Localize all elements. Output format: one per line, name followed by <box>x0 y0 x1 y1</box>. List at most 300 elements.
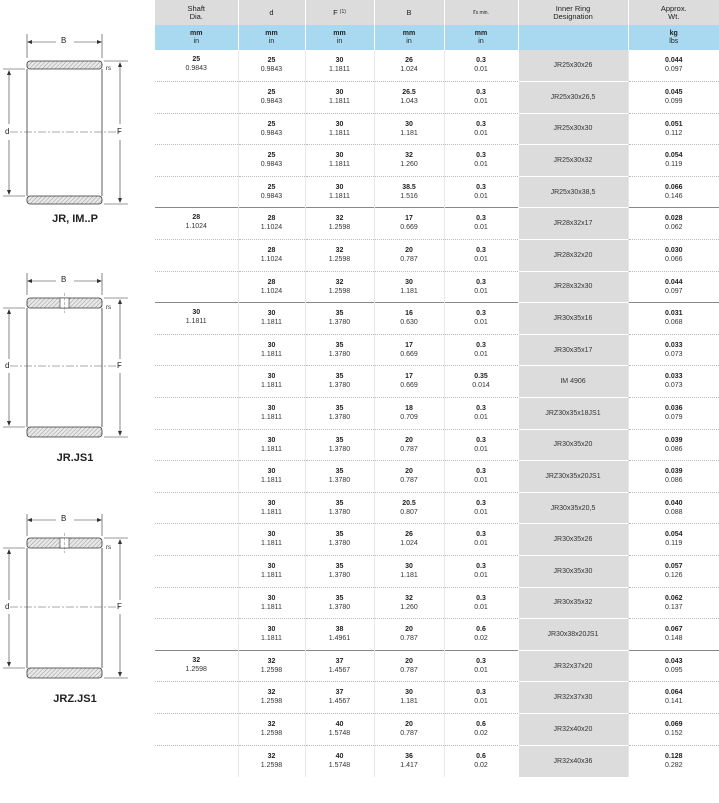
value-secondary: 0.01 <box>474 129 488 137</box>
value-primary: 32 <box>267 752 276 760</box>
value-secondary: 0.01 <box>474 477 488 485</box>
shaft-cell <box>155 113 238 145</box>
designation-cell: JRZ30x35x18JS1 <box>518 398 628 430</box>
table-row <box>155 745 719 777</box>
shaft-cell <box>155 492 238 524</box>
d-cell <box>238 303 305 335</box>
value-secondary: 1.1024 <box>260 256 283 264</box>
d-cell <box>238 745 305 777</box>
value-primary: 20 <box>405 657 413 665</box>
header-designation <box>518 0 628 25</box>
value-primary: 0.028 <box>664 215 683 223</box>
value-primary: 30 <box>267 436 276 444</box>
dim-d-label: d <box>5 602 10 611</box>
drawing-jr-js1 <box>0 271 155 471</box>
d-cell <box>238 176 305 208</box>
value-secondary: 1.260 <box>400 161 418 169</box>
table-row <box>155 398 719 430</box>
table-row <box>155 524 719 556</box>
dim-f-label: F <box>117 602 122 611</box>
rs-cell <box>444 587 518 619</box>
value-primary: 35 <box>335 310 344 318</box>
value-primary: 0.3 <box>476 310 486 318</box>
value-secondary: 0.669 <box>400 350 418 358</box>
value-secondary: 1.181 <box>400 572 418 579</box>
unit-secondary: in <box>193 37 199 45</box>
value-secondary: 1.2598 <box>328 287 351 295</box>
value-secondary: 0.01 <box>474 66 488 73</box>
f-cell <box>305 366 374 398</box>
header-designation-line1: Inner Ring <box>555 3 591 13</box>
f-cell <box>305 587 374 619</box>
header-b <box>374 0 444 25</box>
wt-cell <box>628 619 719 651</box>
value-primary: 30 <box>267 373 276 381</box>
value-primary: 0.3 <box>476 341 486 349</box>
value-secondary: 0.01 <box>474 256 488 264</box>
value-primary: 25 <box>192 56 201 63</box>
rs-cell <box>444 145 518 177</box>
wt-cell <box>628 682 719 714</box>
value-primary: 30 <box>192 309 201 317</box>
value-primary: 0.3 <box>476 689 486 697</box>
value-secondary: 1.2598 <box>260 666 283 674</box>
d-cell <box>238 82 305 114</box>
d-cell <box>238 145 305 177</box>
f-cell <box>305 113 374 145</box>
designation-cell: JR25x30x38,5 <box>518 176 628 208</box>
shaft-cell <box>155 461 238 493</box>
table-row <box>155 461 719 493</box>
value-primary: 0.044 <box>664 57 683 64</box>
value-secondary: 0.787 <box>400 477 418 485</box>
value-primary: 32 <box>335 278 344 286</box>
rs-cell <box>444 50 518 82</box>
b-cell <box>374 398 444 430</box>
value-primary: 17 <box>405 215 413 223</box>
rs-cell <box>444 398 518 430</box>
f-cell <box>305 745 374 777</box>
shaft-cell <box>155 303 238 335</box>
d-cell <box>238 650 305 682</box>
designation-cell: JR25x30x30 <box>518 113 628 145</box>
value-primary: 40 <box>335 752 344 760</box>
header-b-text: B <box>406 7 412 17</box>
d-cell <box>238 398 305 430</box>
value-secondary: 0.01 <box>474 445 488 453</box>
value-primary: 0.3 <box>476 531 486 539</box>
shaft-cell <box>155 271 238 303</box>
value-secondary: 0.01 <box>474 603 488 611</box>
header-shaft-line2: Dia. <box>189 11 203 21</box>
wt-cell <box>628 587 719 619</box>
value-secondary: 1.024 <box>400 540 418 548</box>
b-cell <box>374 524 444 556</box>
value-secondary: 1.3780 <box>328 477 351 485</box>
value-primary: 30 <box>335 120 344 128</box>
value-secondary: 1.024 <box>400 66 418 73</box>
shaft-cell <box>155 713 238 745</box>
b-cell <box>374 50 444 82</box>
unit-f <box>305 25 374 50</box>
value-primary: 25 <box>267 57 276 64</box>
ring-drawing-2 <box>0 271 155 471</box>
designation-cell: JR30x35x20 <box>518 429 628 461</box>
value-primary: 36 <box>405 752 413 760</box>
value-secondary: 0.126 <box>664 572 683 579</box>
value-secondary: 0.787 <box>400 666 418 674</box>
table-row <box>155 240 719 272</box>
value-primary: 0.057 <box>664 563 683 570</box>
value-secondary: 0.787 <box>400 256 418 264</box>
value-secondary: 0.119 <box>665 540 683 548</box>
value-primary: 30 <box>267 626 276 634</box>
value-primary: 0.054 <box>664 152 683 160</box>
value-secondary: 1.5748 <box>328 761 351 769</box>
table-row <box>155 650 719 682</box>
ring-drawing-3 <box>0 512 155 712</box>
value-secondary: 0.282 <box>664 761 683 769</box>
value-primary: 30 <box>267 499 276 507</box>
header-d <box>238 0 305 25</box>
value-primary: 30 <box>405 563 413 570</box>
value-secondary: 0.02 <box>474 635 488 643</box>
value-secondary: 0.112 <box>665 129 683 137</box>
value-primary: 0.3 <box>476 657 486 665</box>
f-cell <box>305 713 374 745</box>
value-secondary: 0.01 <box>474 350 488 358</box>
d-cell <box>238 113 305 145</box>
value-primary: 0.3 <box>476 278 486 286</box>
value-primary: 35 <box>335 594 344 602</box>
value-secondary: 1.181 <box>400 287 418 295</box>
designation-cell: JR30x35x20,5 <box>518 492 628 524</box>
value-primary: 35 <box>335 436 344 444</box>
shaft-cell <box>155 556 238 588</box>
designation-cell: JR30x35x30 <box>518 556 628 588</box>
rs-cell <box>444 713 518 745</box>
value-secondary: 0.079 <box>664 414 683 422</box>
wt-cell <box>628 461 719 493</box>
value-secondary: 0.119 <box>665 161 683 169</box>
d-cell <box>238 334 305 366</box>
d-cell <box>238 240 305 272</box>
unit-b <box>374 25 444 50</box>
value-secondary: 1.1024 <box>260 224 283 232</box>
b-cell <box>374 429 444 461</box>
dim-f-label: F <box>117 361 122 370</box>
value-primary: 35 <box>335 405 344 413</box>
value-primary: 18 <box>405 405 413 413</box>
d-cell <box>238 713 305 745</box>
value-secondary: 1.1811 <box>261 382 282 390</box>
value-primary: 25 <box>267 152 276 160</box>
b-cell <box>374 682 444 714</box>
rs-cell <box>444 682 518 714</box>
b-cell <box>374 334 444 366</box>
wt-cell <box>628 113 719 145</box>
value-secondary: 1.4567 <box>328 698 351 706</box>
value-primary: 0.128 <box>664 752 683 760</box>
shaft-cell <box>155 240 238 272</box>
value-secondary: 1.3780 <box>328 445 351 453</box>
value-primary: 32 <box>335 215 344 223</box>
b-cell <box>374 587 444 619</box>
shaft-cell <box>155 334 238 366</box>
f-cell <box>305 398 374 430</box>
value-primary: 30 <box>267 341 276 349</box>
shaft-cell <box>155 50 238 82</box>
table-row <box>155 82 719 114</box>
value-secondary: 0.141 <box>664 698 683 706</box>
rs-cell <box>444 113 518 145</box>
value-secondary: 1.1024 <box>260 287 283 295</box>
value-secondary: 0.099 <box>664 98 683 106</box>
designation-cell: JR25x30x26,5 <box>518 82 628 114</box>
dim-b-label: B <box>61 275 67 284</box>
header-f <box>305 0 374 25</box>
value-primary: 37 <box>335 657 344 665</box>
table-row <box>155 334 719 366</box>
value-secondary: 0.086 <box>664 445 683 453</box>
wt-cell <box>628 82 719 114</box>
value-secondary: 0.014 <box>472 382 490 390</box>
dim-r-label: rs <box>106 305 111 311</box>
value-primary: 32 <box>335 247 344 255</box>
value-primary: 30 <box>405 689 413 697</box>
value-primary: 0.3 <box>476 499 486 507</box>
d-cell <box>238 271 305 303</box>
value-primary: 26.5 <box>402 89 416 97</box>
value-secondary: 0.068 <box>664 319 683 327</box>
value-primary: 0.045 <box>664 89 683 97</box>
wt-cell <box>628 524 719 556</box>
value-secondary: 0.073 <box>664 382 683 390</box>
unit-primary: mm <box>190 29 203 37</box>
value-primary: 17 <box>405 373 413 381</box>
value-secondary: 0.01 <box>474 508 488 516</box>
value-primary: 17 <box>405 341 413 349</box>
value-secondary: 1.2598 <box>328 256 351 264</box>
b-cell <box>374 713 444 745</box>
value-primary: 0.064 <box>664 689 683 697</box>
value-secondary: 1.4961 <box>328 635 351 643</box>
value-secondary: 0.062 <box>664 224 683 232</box>
rs-cell <box>444 271 518 303</box>
wt-cell <box>628 366 719 398</box>
value-secondary: 1.1811 <box>261 572 282 579</box>
value-primary: 30 <box>335 89 344 97</box>
b-cell <box>374 745 444 777</box>
value-primary: 35 <box>335 341 344 349</box>
shaft-cell <box>155 745 238 777</box>
unit-rs <box>444 25 518 50</box>
value-primary: 30 <box>267 531 276 539</box>
value-secondary: 1.1811 <box>261 635 282 643</box>
value-secondary: 1.516 <box>400 192 418 200</box>
value-secondary: 1.1811 <box>329 192 350 200</box>
designation-cell: JRZ30x35x20JS1 <box>518 461 628 493</box>
value-primary: 30 <box>335 57 344 64</box>
value-primary: 20 <box>405 436 413 444</box>
value-secondary: 0.152 <box>664 729 683 737</box>
wt-cell <box>628 271 719 303</box>
value-primary: 26 <box>405 57 413 64</box>
header-designation-line2: Designation <box>553 11 593 21</box>
unit-primary: kg <box>669 29 678 37</box>
value-secondary: 0.02 <box>474 729 488 737</box>
value-secondary: 1.417 <box>400 761 418 769</box>
value-primary: 0.3 <box>476 215 486 223</box>
b-cell <box>374 303 444 335</box>
value-secondary: 0.9843 <box>260 192 283 200</box>
value-secondary: 0.807 <box>400 508 418 516</box>
value-secondary: 1.3780 <box>328 603 351 611</box>
b-cell <box>374 366 444 398</box>
value-secondary: 1.2598 <box>260 698 283 706</box>
d-cell <box>238 429 305 461</box>
value-secondary: 1.1811 <box>329 161 350 169</box>
designation-cell: JR32x40x20 <box>518 713 628 745</box>
value-secondary: 0.137 <box>664 603 683 611</box>
value-primary: 20 <box>405 247 413 255</box>
value-secondary: 1.5748 <box>328 729 351 737</box>
wt-cell <box>628 713 719 745</box>
rs-cell <box>444 524 518 556</box>
value-secondary: 1.3780 <box>328 508 351 516</box>
value-secondary: 0.01 <box>474 98 488 106</box>
value-primary: 37 <box>335 689 344 697</box>
shaft-cell <box>155 176 238 208</box>
value-primary: 0.043 <box>664 657 683 665</box>
shaft-cell <box>155 650 238 682</box>
designation-cell: JR30x35x16 <box>518 303 628 335</box>
wt-cell <box>628 334 719 366</box>
spec-table <box>155 0 719 777</box>
value-primary: 30 <box>267 468 276 476</box>
value-secondary: 0.097 <box>664 66 683 73</box>
value-primary: 0.3 <box>476 594 486 602</box>
value-primary: 0.036 <box>664 405 683 413</box>
designation-cell: JR30x35x17 <box>518 334 628 366</box>
value-primary: 0.3 <box>476 183 486 191</box>
value-primary: 0.3 <box>476 120 486 128</box>
value-secondary: 0.02 <box>474 761 488 769</box>
d-cell <box>238 556 305 588</box>
wt-cell <box>628 303 719 335</box>
value-secondary: 1.4567 <box>328 666 351 674</box>
value-secondary: 1.1024 <box>185 223 207 231</box>
value-secondary: 1.3780 <box>328 382 351 390</box>
value-secondary: 1.3780 <box>328 319 351 327</box>
value-primary: 0.039 <box>664 468 683 476</box>
value-secondary: 1.1811 <box>261 508 282 516</box>
value-secondary: 1.181 <box>400 698 418 706</box>
value-primary: 40 <box>335 720 344 728</box>
value-primary: 0.031 <box>664 310 683 318</box>
f-cell <box>305 208 374 240</box>
value-primary: 30 <box>267 563 276 570</box>
value-secondary: 1.260 <box>400 603 418 611</box>
value-primary: 0.3 <box>476 468 486 476</box>
value-secondary: 0.01 <box>474 192 488 200</box>
value-primary: 0.033 <box>664 373 683 381</box>
f-cell <box>305 50 374 82</box>
value-secondary: 1.1811 <box>329 98 350 106</box>
f-cell <box>305 524 374 556</box>
value-secondary: 0.01 <box>474 414 488 422</box>
value-secondary: 0.146 <box>664 192 683 200</box>
rs-cell <box>444 556 518 588</box>
value-primary: 0.3 <box>476 563 486 570</box>
f-cell <box>305 682 374 714</box>
value-primary: 32 <box>267 720 276 728</box>
dim-d-label: d <box>5 127 10 136</box>
dim-r-label: rs <box>106 66 111 72</box>
value-secondary: 0.709 <box>400 414 418 422</box>
table-row <box>155 713 719 745</box>
f-cell <box>305 429 374 461</box>
header-rs-sub: s min. <box>475 10 489 16</box>
f-cell <box>305 650 374 682</box>
b-cell <box>374 208 444 240</box>
unit-weight <box>628 25 719 50</box>
unit-secondary: lbs <box>669 37 679 45</box>
d-cell <box>238 492 305 524</box>
b-cell <box>374 461 444 493</box>
value-primary: 30 <box>267 594 276 602</box>
rs-cell <box>444 619 518 651</box>
designation-cell: JR25x30x26 <box>518 50 628 82</box>
rs-cell <box>444 429 518 461</box>
value-secondary: 1.1811 <box>185 318 207 326</box>
shaft-cell <box>155 524 238 556</box>
value-secondary: 1.2598 <box>260 761 283 769</box>
unit-primary: mm <box>474 29 488 37</box>
value-secondary: 1.1811 <box>261 414 282 422</box>
value-primary: 0.3 <box>476 247 486 255</box>
value-secondary: 1.1811 <box>261 477 282 485</box>
value-primary: 28 <box>267 215 276 223</box>
drawing-jr-im <box>0 30 155 230</box>
value-primary: 0.039 <box>664 436 683 444</box>
d-cell <box>238 587 305 619</box>
rs-cell <box>444 240 518 272</box>
d-cell <box>238 461 305 493</box>
value-primary: 30 <box>335 183 344 191</box>
value-primary: 28 <box>192 214 201 222</box>
designation-cell: JR28x32x30 <box>518 271 628 303</box>
d-cell <box>238 524 305 556</box>
shaft-cell <box>155 429 238 461</box>
designation-cell: JR32x37x20 <box>518 650 628 682</box>
rs-cell <box>444 461 518 493</box>
value-secondary: 1.1811 <box>261 603 282 611</box>
d-cell <box>238 619 305 651</box>
value-primary: 0.054 <box>664 531 683 539</box>
header-rs <box>444 0 518 25</box>
f-cell <box>305 334 374 366</box>
shaft-cell <box>155 398 238 430</box>
value-secondary: 1.1811 <box>261 445 282 453</box>
unit-shaft <box>155 25 238 50</box>
value-primary: 0.051 <box>664 120 683 128</box>
wt-cell <box>628 50 719 82</box>
value-primary: 26 <box>405 531 413 539</box>
unit-primary: mm <box>333 29 346 37</box>
table-row <box>155 366 719 398</box>
value-secondary: 0.787 <box>400 445 418 453</box>
